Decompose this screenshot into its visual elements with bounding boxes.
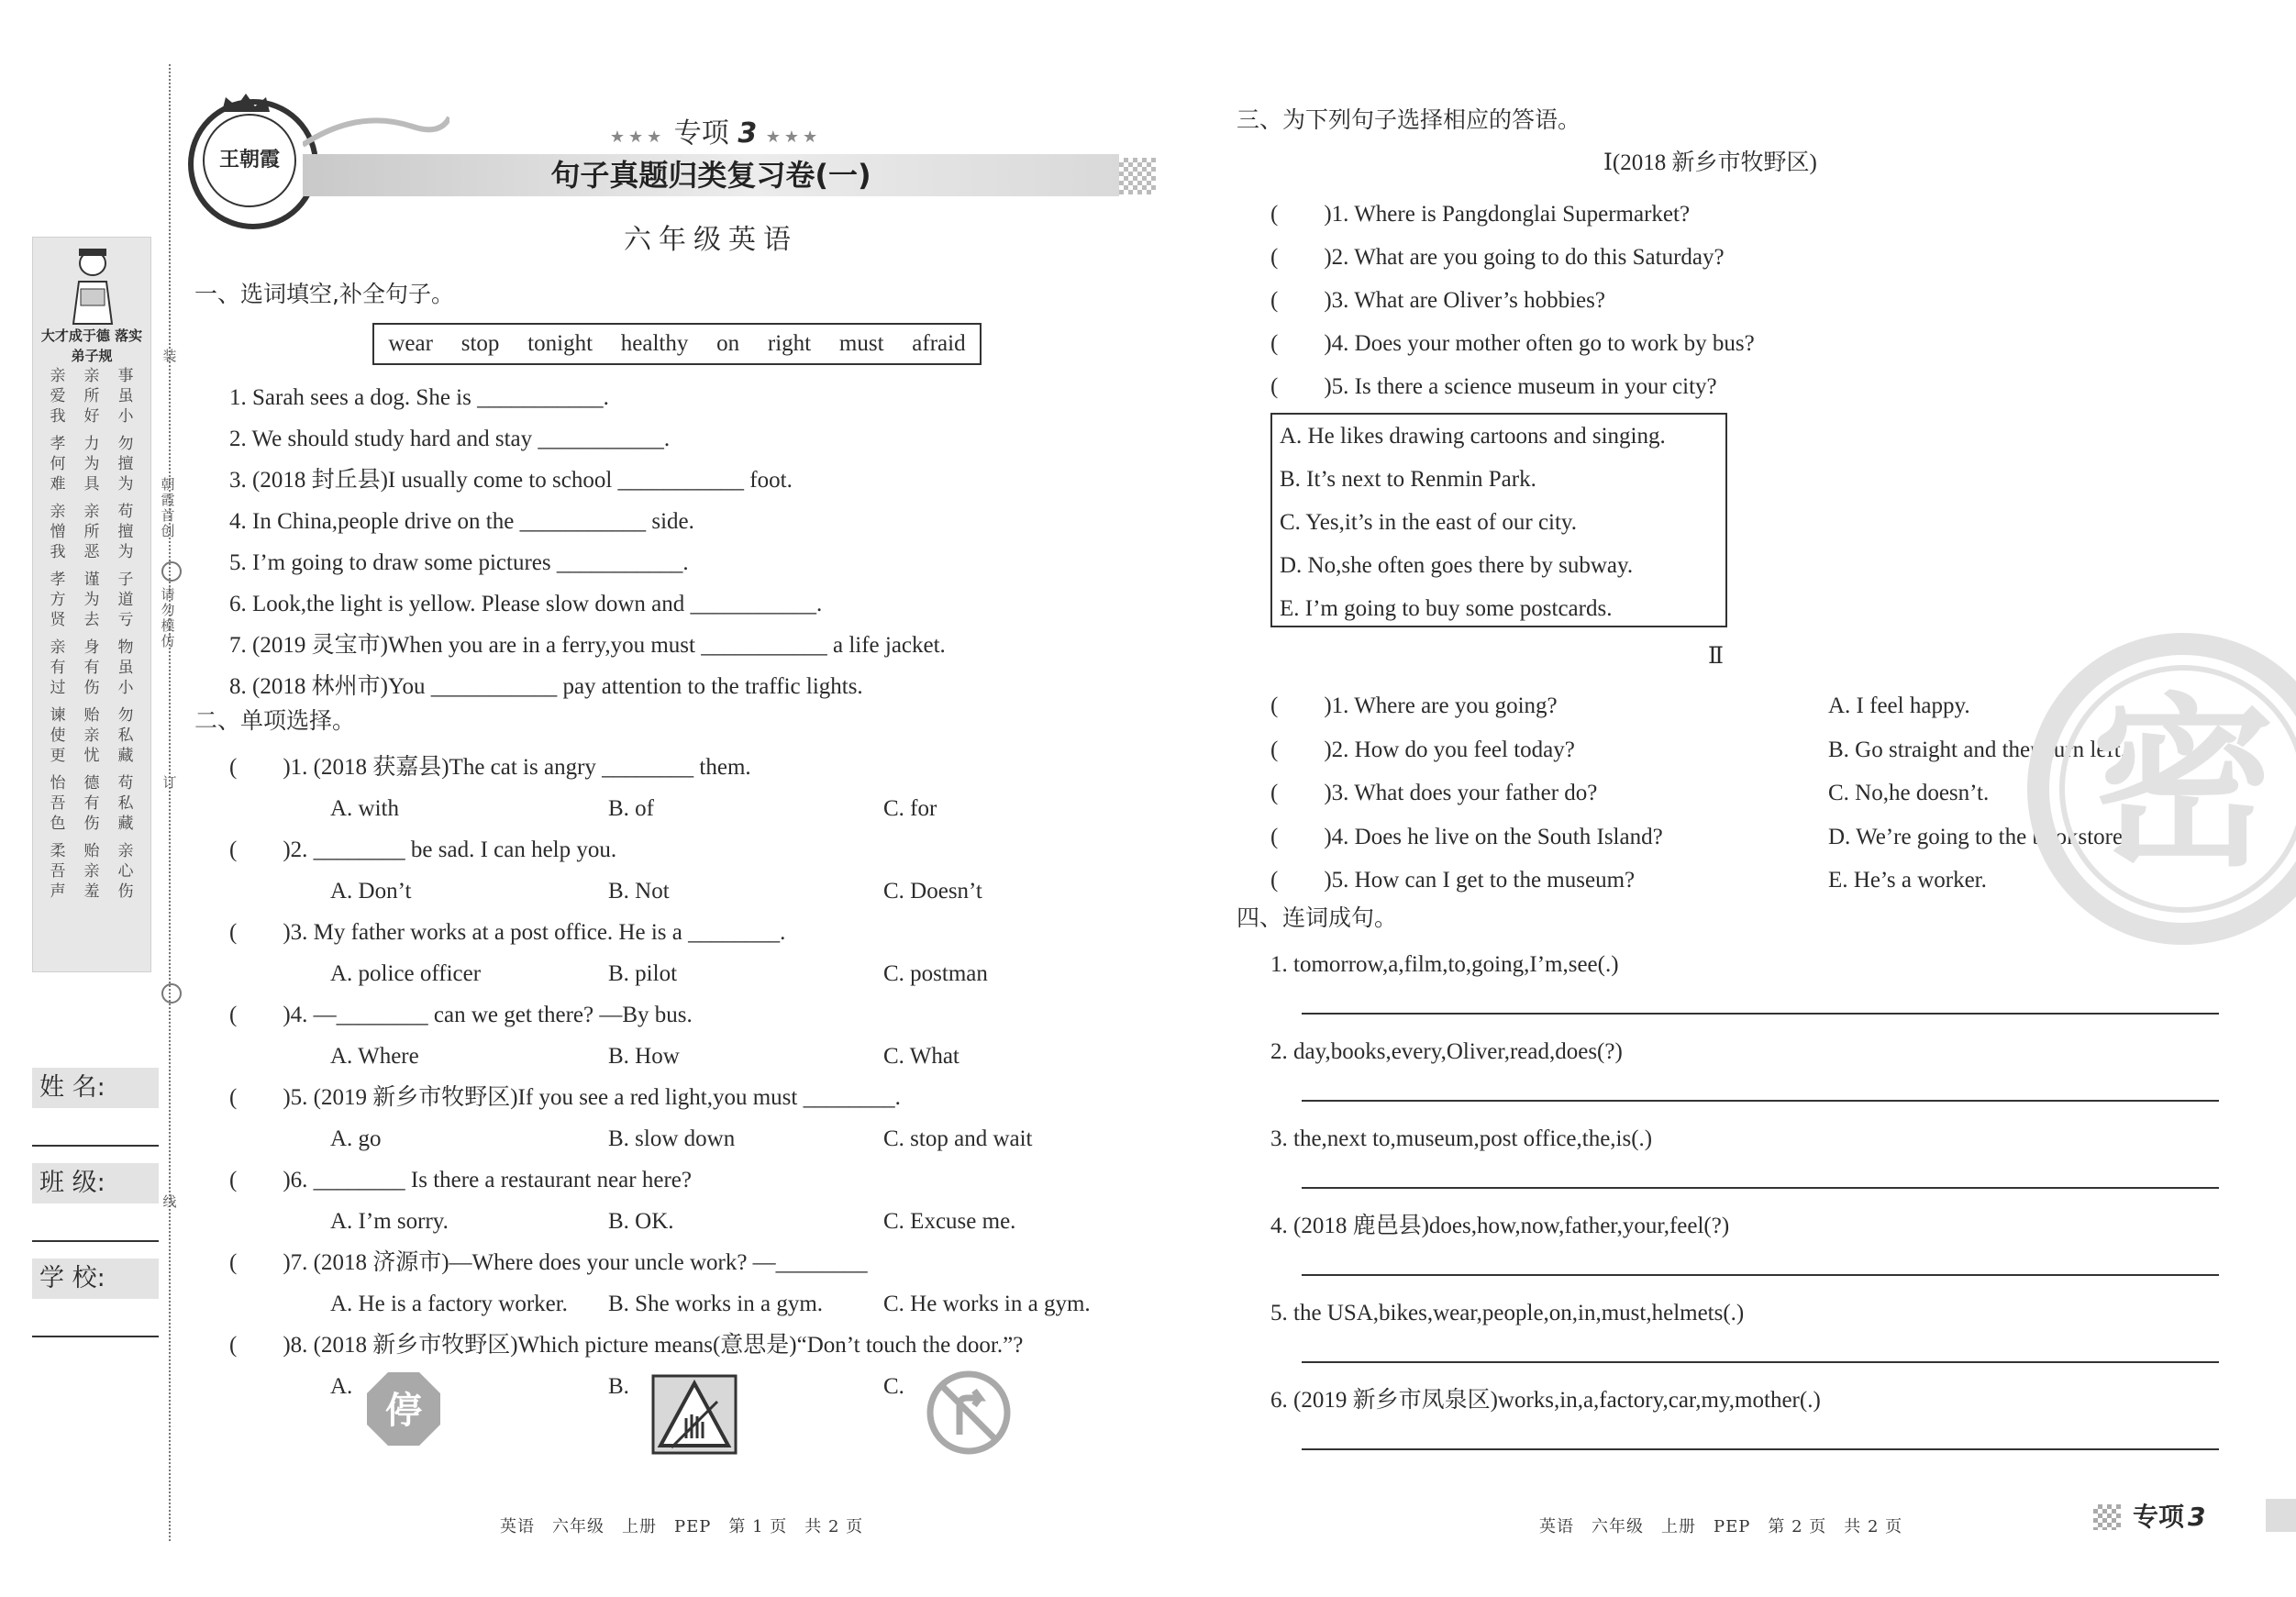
motto-column: 谏使更 [50,706,66,765]
choice-option-a[interactable]: A. [330,1374,353,1399]
motto-column: 苟擅为 [117,503,134,561]
choice-options [229,1201,1023,1242]
choice-option-c[interactable]: C. What [883,1044,959,1069]
match-answer: C. Yes,it’s in the east of our city. [1280,510,1578,535]
choice-question: ( )6. ________ Is there a restaurant near here? [229,1168,692,1192]
word-bank-item: afraid [912,331,966,356]
match-answer: D. We’re going to the bookstore. [1828,824,2129,849]
choice-question: ( )5. (2019 新乡市牧野区)If you see a red light,you must ________. [229,1085,901,1110]
motto-verses [48,366,136,909]
sentence-item [1270,1382,1821,1469]
star-icons: ★★★ [609,128,666,147]
sentence-prompt: 3. the,next to,museum,post office,the,is(.) [1270,1126,1653,1151]
cut-mark-bind: 装 [162,348,177,364]
choice-option-b[interactable]: B. OK. [608,1209,674,1234]
choice-option-a[interactable]: A. I’m sorry. [330,1209,449,1234]
match-question: ( )5. Is there a science museum in your city? [1270,374,1717,399]
sentence-item [1270,947,1821,1034]
motto-column: 勿擅为 [117,435,134,494]
choice-option-c[interactable]: C. Excuse me. [883,1209,1016,1234]
motto-column: 身有伤 [83,638,100,697]
match-question: ( )3. What are Oliver’s hobbies? [1270,288,1605,313]
match-question: ( )3. What does your father do? [1270,781,1598,805]
motto-group [48,841,136,902]
choice-option-b[interactable]: B. of [608,796,654,821]
punch-hole-icon [161,983,182,1004]
school-label: 学 校: [32,1259,159,1299]
choice-option-c[interactable]: C. [883,1374,904,1399]
no-right-turn-sign-icon [926,1370,1011,1455]
word-bank-item: right [767,331,812,356]
match-question: ( )1. Where are you going? [1270,693,1558,718]
motto-group [48,773,136,834]
answer-line[interactable] [1302,1361,2219,1363]
motto-column: 怡吾色 [50,774,66,833]
corner-text: 专项 [2133,1502,2185,1532]
school-field[interactable] [32,1336,159,1337]
sentence-prompt: 5. the USA,bikes,wear,people,on,in,must,helmets(.) [1270,1301,1745,1325]
match-answer: B. It’s next to Renmin Park. [1280,467,1536,492]
choice-option-b[interactable]: B. She works in a gym. [608,1292,824,1316]
sentence-item [1270,1208,1821,1295]
sentence-item [1270,1295,1821,1382]
choice-option-c[interactable]: C. for [883,796,937,821]
motto-column: 谨为去 [83,571,100,629]
motto-column: 亲所恶 [83,503,100,561]
sentence-prompt: 4. (2018 鹿邑县)does,how,now,father,your,feel(?) [1270,1214,1730,1238]
choice-options [229,1366,1023,1407]
motto-column: 物虽小 [117,638,134,697]
choice-option-c[interactable]: C. He works in a gym. [883,1292,1091,1316]
motto-column: 孝方贤 [50,571,66,629]
choice-question: ( )8. (2018 新乡市牧野区)Which picture means(意思是)“Don’t touch the door.”? [229,1333,1024,1358]
motto-column: 亲所好 [83,367,100,426]
match-question: ( )5. How can I get to the museum? [1270,868,1636,893]
motto-column: 柔吾声 [50,842,66,901]
section2-heading: 二、单项选择。 [194,707,356,734]
brand-logo-text: 王朝霞 [203,114,296,207]
cut-mark-line: 线 [162,1193,177,1210]
class-label: 班 级: [32,1163,159,1203]
fill-blank-item[interactable]: 5. I’m going to draw some pictures ___________. [229,550,689,575]
answer-line[interactable] [1302,1274,2219,1276]
corner-label [2133,1497,2206,1534]
fill-blank-item[interactable]: 2. We should study hard and stay ___________. [229,427,671,451]
choice-option-a[interactable]: A. Where [330,1044,419,1069]
choice-option-a[interactable]: A. with [330,796,399,821]
word-bank-item: must [838,331,884,356]
match-question: ( )2. What are you going to do this Saturday? [1270,245,1725,270]
sentence-item [1270,1034,1821,1121]
choice-options [229,1036,1023,1077]
motto-title: 大才成于德 落实弟子规 [40,327,143,364]
star-icons: ★★★ [765,128,822,147]
part1-answer-box [1270,413,1727,627]
motto-column: 贻亲羞 [83,842,100,901]
choice-question: ( )3. My father works at a post office. He is a ________. [229,920,786,945]
no-touch-sign-icon [651,1374,738,1455]
motto-group [48,366,136,427]
brand-logo [188,99,318,229]
cut-mark-order: 订 [162,774,177,791]
stop-sign-icon [365,1370,442,1447]
motto-panel [32,237,151,972]
motto-column: 事虽小 [117,367,134,426]
corner-number: 3 [2188,1502,2206,1532]
fill-blank-item[interactable]: 7. (2019 灵宝市)When you are in a ferry,you must ___________ a life jacket. [229,633,946,658]
motto-group [48,434,136,494]
choice-options [229,788,1023,829]
match-answer: D. No,she often goes there by subway. [1280,553,1634,578]
checker-decoration [1119,158,1156,194]
fill-blank-item[interactable]: 3. (2018 封丘县)I usually come to school ___________ foot. [229,468,793,493]
word-bank-item: wear [388,331,433,356]
match-question: ( )4. Does he live on the South Island? [1270,824,1663,849]
part1-title: Ⅰ(2018 新乡市牧野区) [1603,150,1817,175]
motto-column: 亲心伤 [117,842,134,901]
cut-mark-brand: 朝霞首创 [161,476,175,539]
word-bank-item: tonight [527,331,593,356]
word-bank [372,323,982,365]
section3-heading: 三、为下列句子选择相应的答语。 [1237,106,1581,133]
motto-group [48,638,136,698]
choice-option-c[interactable]: C. postman [883,961,988,986]
choice-option-c[interactable]: C. stop and wait [883,1126,1033,1151]
choice-question: ( )2. ________ be sad. I can help you. [229,837,617,862]
match-answer: C. No,he doesn’t. [1828,781,1990,805]
fill-blank-item[interactable]: 4. In China,people drive on the ___________ side. [229,509,694,534]
choice-options [229,953,1023,994]
motto-group [48,705,136,766]
checker-decoration [2093,1504,2121,1530]
choice-option-b[interactable]: B. pilot [608,961,678,986]
choice-question: ( )4. —________ can we get there? —By bus. [229,1003,693,1027]
seal-character: 密 [2059,665,2296,913]
word-bank-item: healthy [620,331,689,356]
part2-title: Ⅱ [1708,644,1724,669]
motto-column: 子道亏 [117,571,134,629]
stop-sign-text: 停 [385,1390,422,1432]
scholar-figure-icon [61,243,125,326]
choice-option-c[interactable]: C. Doesn’t [883,879,982,904]
answer-line[interactable] [1302,1448,2219,1450]
cut-mark-warning: 请勿模仿 [161,586,175,649]
choice-option-a[interactable]: A. Don’t [330,879,412,904]
match-answer: E. I’m going to buy some postcards. [1280,596,1613,621]
motto-column: 苟私藏 [117,774,134,833]
corner-tab [2266,1499,2296,1532]
sentence-prompt: 6. (2019 新乡市凤泉区)works,in,a,factory,car,my,mother(.) [1270,1388,1821,1413]
ribbon-icon [303,99,449,154]
choice-option-b[interactable]: B. [608,1374,629,1399]
motto-group [48,570,136,630]
match-question: ( )1. Where is Pangdonglai Supermarket? [1270,202,1691,227]
match-answer: A. I feel happy. [1828,693,1970,718]
choice-options [229,1118,1033,1159]
class-field[interactable] [32,1240,159,1242]
crown-icon [218,92,273,114]
motto-column: 亲爱我 [50,367,66,426]
word-bank-item: stop [460,331,500,356]
choice-question: ( )7. (2018 济源市)—Where does your uncle work? —________ [229,1250,868,1275]
answer-line[interactable] [1302,1013,2219,1015]
sentence-prompt: 1. tomorrow,a,film,to,going,I’m,see(.) [1270,952,1619,977]
choice-option-b[interactable]: B. slow down [608,1126,736,1151]
punch-hole-icon [161,561,182,582]
choice-option-b[interactable]: B. Not [608,879,670,904]
special-text: 专项 [673,117,729,150]
match-question: ( )2. How do you feel today? [1270,737,1575,762]
choice-options [229,1283,1091,1325]
match-answer: B. Go straight and then turn left. [1828,737,2126,762]
special-number: 3 [738,117,758,150]
section1-heading: 一、选词填空,补全句子。 [194,281,454,307]
answer-line[interactable] [1302,1100,2219,1102]
match-answer: A. He likes drawing cartoons and singing. [1280,424,1666,449]
match-question: ( )4. Does your mother often go to work by bus? [1270,331,1755,356]
name-field[interactable] [32,1145,159,1147]
fill-blank-item[interactable]: 6. Look,the light is yellow. Please slow down and ___________. [229,592,823,616]
fill-blank-item[interactable]: 1. Sarah sees a dog. She is ___________. [229,385,609,410]
choice-option-a[interactable]: A. He is a factory worker. [330,1292,568,1316]
part1-questions [1270,193,1755,408]
choice-option-a[interactable]: A. go [330,1126,382,1151]
answer-line[interactable] [1302,1187,2219,1189]
sentence-item [1270,1121,1821,1208]
footer-left: 英语 六年级 上册 PEP 第 1 页 共 2 页 [500,1517,864,1536]
motto-column: 孝何难 [50,435,66,494]
sentence-prompt: 2. day,books,every,Oliver,read,does(?) [1270,1039,1623,1064]
motto-column: 贻亲忧 [83,706,100,765]
page-title: 句子真题归类复习卷(一) [550,158,871,193]
footer-right: 英语 六年级 上册 PEP 第 2 页 共 2 页 [1539,1517,1903,1536]
motto-column: 勿私藏 [117,706,134,765]
motto-group [48,502,136,562]
section2-items [229,747,1091,1407]
choice-option-a[interactable]: A. police officer [330,961,482,986]
motto-column: 力为具 [83,435,100,494]
section4-heading: 四、连词成句。 [1237,904,1398,931]
match-answer: E. He’s a worker. [1828,868,1987,893]
word-bank-item: on [716,331,740,356]
choice-option-b[interactable]: B. How [608,1044,680,1069]
motto-column: 亲有过 [50,638,66,697]
choice-question: ( )1. (2018 获嘉县)The cat is angry ________ them. [229,755,751,780]
name-label: 姓 名: [32,1068,159,1108]
special-label [532,110,899,150]
grade-subtitle: 六年级英语 [624,224,798,256]
choice-options [229,871,1023,912]
cut-line [169,64,171,1541]
section1-items [229,377,946,707]
motto-column: 亲憎我 [50,503,66,561]
motto-column: 德有伤 [83,774,100,833]
fill-blank-item[interactable]: 8. (2018 林州市)You ___________ pay attention to the traffic lights. [229,674,863,699]
section4-items [1270,947,1821,1469]
